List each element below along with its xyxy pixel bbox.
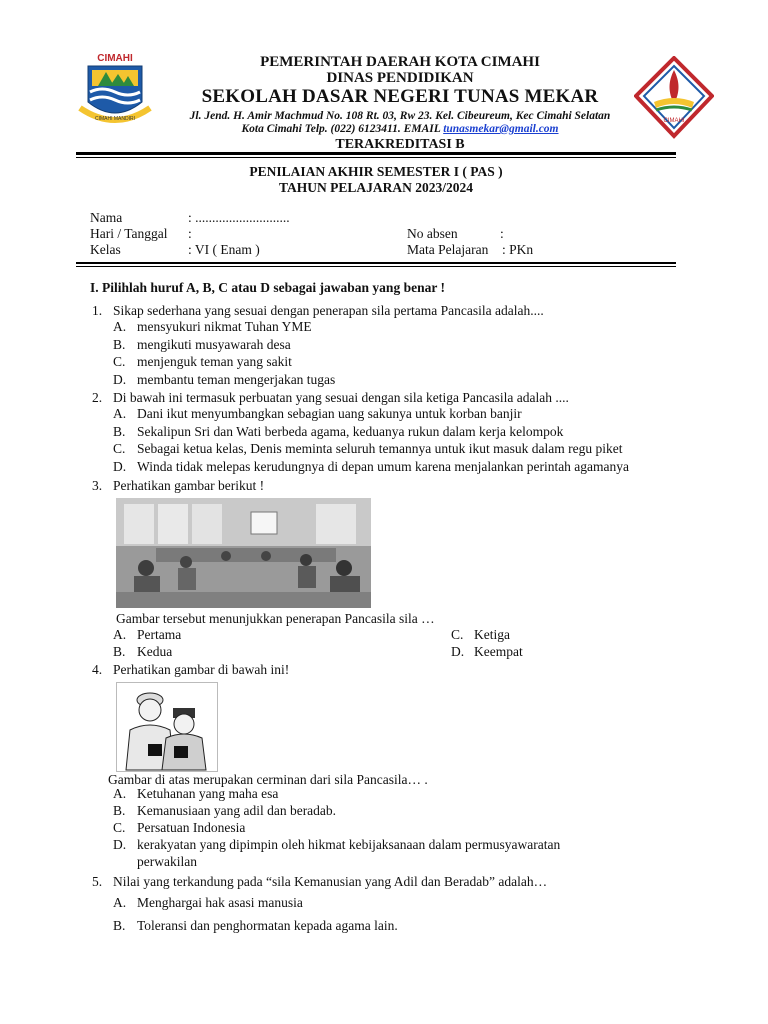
q2-text: Di bawah ini termasuk perbuatan yang sesuai dengan sila ketiga Pancasila adalah .... <box>113 390 569 405</box>
q4-opt-d-continuation: perwakilan <box>137 854 197 869</box>
q5-opt-a-letter: A. <box>113 895 127 910</box>
school-contact <box>130 123 670 135</box>
mapel-value: : PKn <box>502 242 534 257</box>
q2-opt-d: Winda tidak melepas kerudungnya di depan umum karena menjalankan perintah agamanya <box>137 459 630 474</box>
q4-opt-d-letter: D. <box>113 837 127 852</box>
q3-number: 3. <box>92 478 103 493</box>
q1-opt-a: mensyukuri nikmat Tuhan YME <box>137 319 312 334</box>
q5-text: Nilai yang terkandung pada “sila Kemanusian yang Adil dan Beradab” adalah… <box>113 874 548 889</box>
accreditation: TERAKREDITASI B <box>335 137 465 152</box>
q1-opt-b: mengikuti musyawarah desa <box>137 337 291 352</box>
logo-right-text: CIMAHI <box>663 118 685 124</box>
q3-opt-d: Keempat <box>474 644 523 659</box>
q4-opt-a-letter: A. <box>113 786 127 801</box>
department-name: DINAS PENDIDIKAN <box>326 70 474 86</box>
kelas-label: Kelas <box>90 242 121 257</box>
identity-rule-thick <box>76 262 676 264</box>
q1-opt-d-letter: D. <box>113 372 127 387</box>
q1-text: Sikap sederhana yang sesuai dengan penerapan sila pertama Pancasila adalah.... <box>113 303 544 318</box>
absen-value: : <box>500 226 504 241</box>
q4-opt-c-letter: C. <box>113 820 126 835</box>
q1-opt-d: membantu teman mengerjakan tugas <box>137 372 336 387</box>
q3-opt-c-letter: C. <box>451 627 464 642</box>
q2-opt-b-letter: B. <box>113 424 126 439</box>
q2-opt-c: Sebagai ketua kelas, Denis meminta seluruh temannya untuk ikut masuk dalam regu piket <box>137 441 623 456</box>
q3-opt-b-letter: B. <box>113 644 126 659</box>
q3-opt-b: Kedua <box>137 644 173 659</box>
q4-opt-a: Ketuhanan yang maha esa <box>137 786 279 801</box>
q5-number: 5. <box>92 874 103 889</box>
q2-opt-c-letter: C. <box>113 441 126 456</box>
two-men-illustration <box>116 682 218 772</box>
absen-label: No absen <box>407 226 458 241</box>
email-link[interactable]: tunasmekar@gmail.com <box>443 123 559 135</box>
header-rule-thick <box>76 152 676 155</box>
identity-rule-thin <box>76 266 676 267</box>
q3-opt-c: Ketiga <box>474 627 510 642</box>
nama-label: Nama <box>90 210 123 225</box>
logo-left-motto: CIMAHI MANDIRI <box>95 116 135 122</box>
exam-title: PENILAIAN AKHIR SEMESTER I ( PAS ) <box>249 164 503 179</box>
logo-left-text: CIMAHI <box>97 53 133 64</box>
q3-opt-d-letter: D. <box>451 644 465 659</box>
nama-value: : ............................ <box>188 210 290 225</box>
q5-opt-a: Menghargai hak asasi manusia <box>137 895 303 910</box>
q4-caption: Gambar di atas merupakan cerminan dari sila Pancasila… . <box>108 772 428 787</box>
school-name: SEKOLAH DASAR NEGERI TUNAS MEKAR <box>201 86 599 107</box>
q3-text: Perhatikan gambar berikut ! <box>113 478 265 493</box>
q2-opt-a: Dani ikut menyumbangkan sebagian uang sakunya untuk korban banjir <box>137 406 522 421</box>
school-address: Jl. Jend. H. Amir Machmud No. 108 Rt. 03, Rw 23. Kel. Cibeureum, Kec Cimahi Selatan <box>189 110 611 122</box>
q4-opt-d: kerakyatan yang dipimpin oleh hikmat kebijaksanaan dalam permusyawaratan <box>137 837 561 852</box>
meeting-photo <box>116 498 371 608</box>
q4-opt-b-letter: B. <box>113 803 126 818</box>
q1-number: 1. <box>92 303 103 318</box>
q4-text: Perhatikan gambar di bawah ini! <box>113 662 290 677</box>
q2-opt-a-letter: A. <box>113 406 127 421</box>
q1-opt-c-letter: C. <box>113 354 126 369</box>
section-instruction: I. Pilihlah huruf A, B, C atau D sebagai jawaban yang benar ! <box>90 280 445 295</box>
header-rule-thin <box>76 157 676 158</box>
q1-opt-a-letter: A. <box>113 319 127 334</box>
exam-year: TAHUN PELAJARAN 2023/2024 <box>278 180 473 195</box>
hari-value: : <box>188 226 192 241</box>
gov-name: PEMERINTAH DAERAH KOTA CIMAHI <box>260 54 540 70</box>
q3-opt-a-letter: A. <box>113 627 127 642</box>
q3-opt-a: Pertama <box>137 627 182 642</box>
hari-label: Hari / Tanggal <box>90 226 168 241</box>
mapel-label: Mata Pelajaran <box>407 242 489 257</box>
kelas-value: : VI ( Enam ) <box>188 242 260 257</box>
q3-caption: Gambar tersebut menunjukkan penerapan Pancasila sila … <box>116 611 435 626</box>
q4-number: 4. <box>92 662 103 677</box>
q2-opt-d-letter: D. <box>113 459 127 474</box>
q4-opt-b: Kemanusiaan yang adil dan beradab. <box>137 803 337 818</box>
q4-opt-c: Persatuan Indonesia <box>137 820 246 835</box>
q2-opt-b: Sekalipun Sri dan Wati berbeda agama, keduanya rukun dalam kerja kelompok <box>137 424 564 439</box>
q1-opt-c: menjenguk teman yang sakit <box>137 354 292 369</box>
q5-opt-b: Toleransi dan penghormatan kepada agama lain. <box>137 918 398 933</box>
q1-opt-b-letter: B. <box>113 337 126 352</box>
q5-opt-b-letter: B. <box>113 918 126 933</box>
contact-text: Kota Cimahi Telp. (022) 6123411. EMAIL <box>241 123 444 135</box>
q2-number: 2. <box>92 390 103 405</box>
